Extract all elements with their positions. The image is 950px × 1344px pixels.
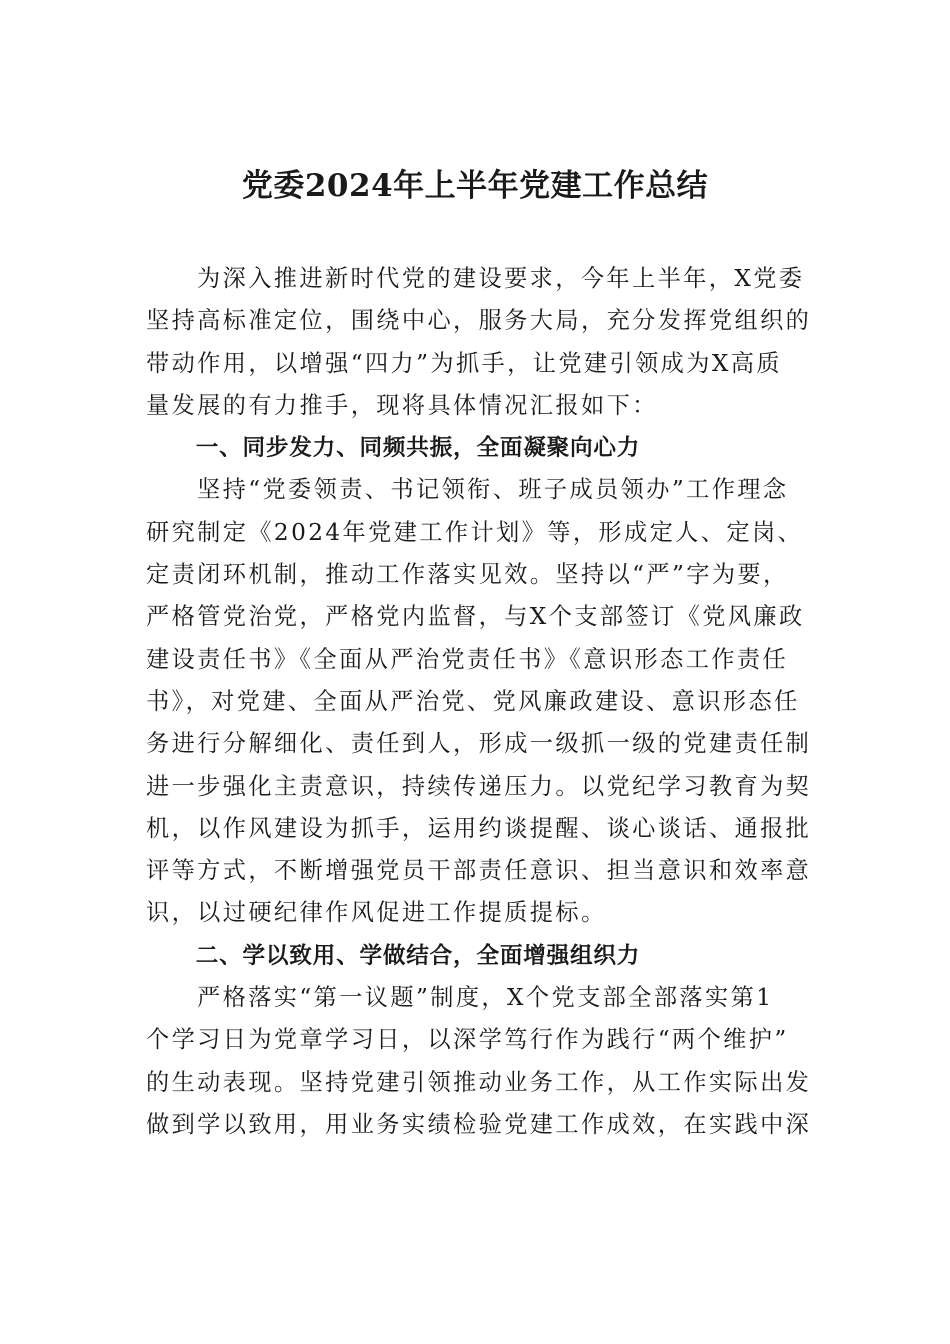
section-paragraph [146, 469, 812, 934]
paragraph-line: 研究制定《2024年党建工作计划》等，形成定人、定岗、 [146, 518, 804, 546]
paragraph-line: 严格管党治党，严格党内监督，与X个支部签订《党风廉政 [146, 603, 805, 631]
paragraph-line: 务进行分解细化、责任到人，形成一级抓一级的党建责任制 [146, 730, 812, 758]
section-heading: 二、学以致用、学做结合，全面增强组织力 [195, 942, 641, 969]
intro-line: 坚持高标准定位，围绕中心，服务大局，充分发挥党组织的 [146, 307, 812, 335]
paragraph-line: 个学习日为党章学习日，以深学笃行作为践行“两个维护” [146, 1026, 789, 1054]
intro-line: 为深入推进新时代党的建设要求，今年上半年，X党委 [197, 265, 805, 292]
intro-line: 带动作用，以增强“四力”为抓手，让党建引领成为X高质 [146, 349, 782, 377]
paragraph-line: 机，以作风建设为抓手，运用约谈提醒、谈心谈话、通报批 [146, 814, 812, 842]
paragraph-line: 进一步强化主责意识，持续传递压力。以党纪学习教育为契 [146, 772, 812, 800]
paragraph-line: 坚持“党委领责、书记领衔、班子成员领办”工作理念 [197, 476, 789, 504]
document-body [146, 258, 812, 1146]
section-paragraph [146, 977, 812, 1146]
paragraph-line: 建设责任书》《全面从严治党责任书》《意识形态工作责任 [146, 645, 789, 673]
intro-paragraph [146, 258, 812, 427]
paragraph-line: 定责闭环机制，推动工作落实见效。坚持以“严”字为要， [146, 561, 789, 589]
paragraph-line: 严格落实“第一议题”制度，X个党支部全部落实第1 [197, 984, 774, 1012]
document-title: 党委2024年上半年党建工作总结 [241, 168, 709, 204]
paragraph-line: 书》，对党建、全面从严治党、党风廉政建设、意识形态任 [146, 687, 800, 715]
paragraph-line: 的生动表现。坚持党建引领推动业务工作，从工作实际出发 [146, 1068, 812, 1096]
paragraph-line: 评等方式，不断增强党员干部责任意识、担当意识和效率意 [146, 857, 812, 885]
paragraph-line: 做到学以致用，用业务实绩检验党建工作成效，在实践中深 [146, 1110, 812, 1138]
section-heading: 一、同步发力、同频共振，全面凝聚向心力 [195, 435, 641, 462]
intro-line: 量发展的有力推手，现将具体情况汇报如下： [146, 391, 658, 419]
paragraph-line: 识，以过硬纪律作风促进工作提质提标。 [146, 899, 607, 927]
